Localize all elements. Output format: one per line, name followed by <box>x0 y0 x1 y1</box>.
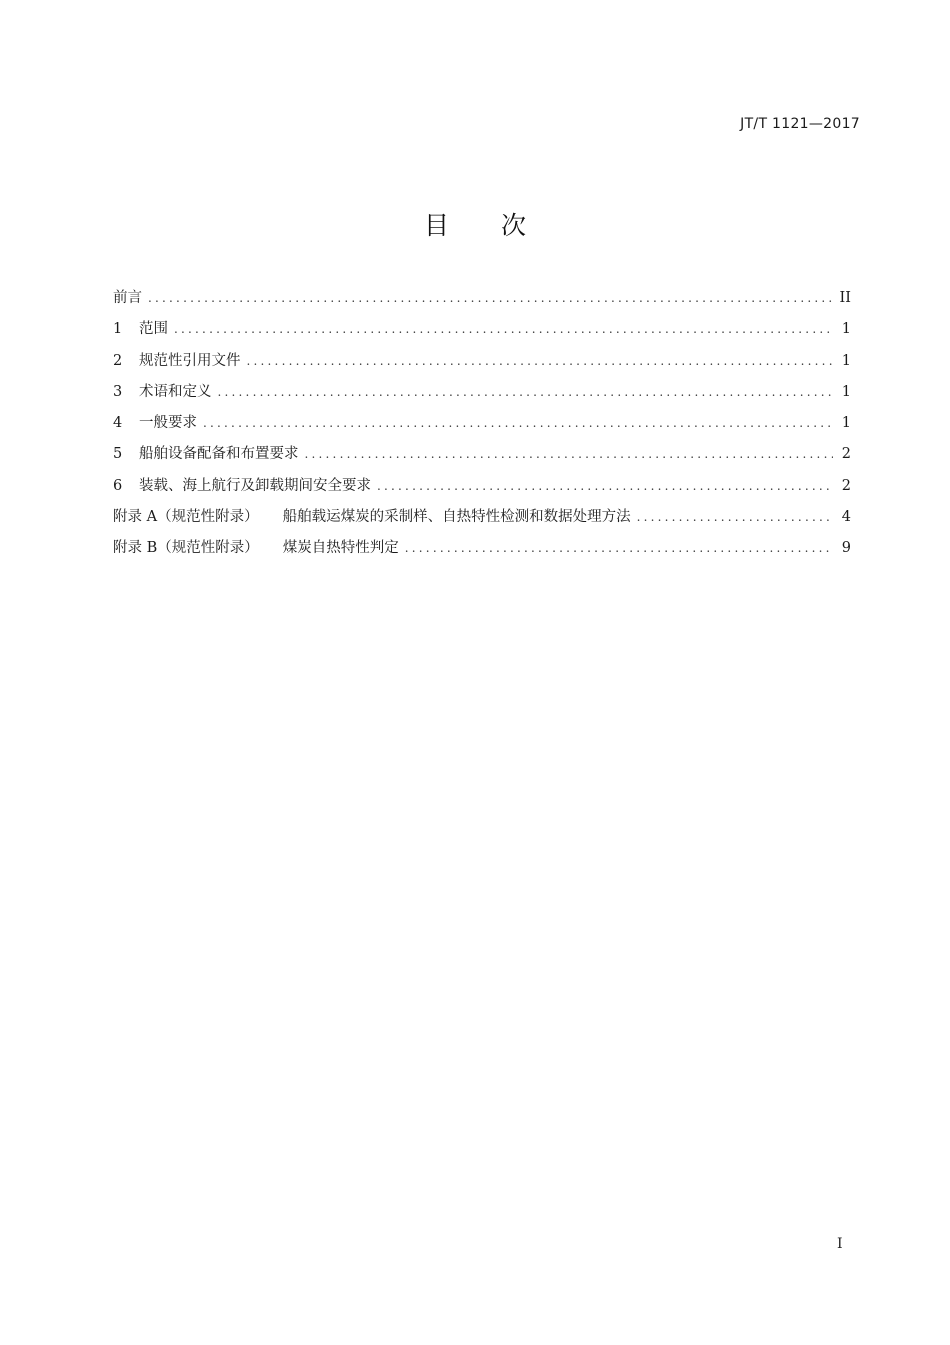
page-title: 目 次 <box>424 211 548 240</box>
page-number: I <box>837 1236 843 1252</box>
toc-entry-number: 6 <box>113 477 123 494</box>
toc-entry-page: II <box>839 290 851 306</box>
table-of-contents <box>113 287 851 569</box>
toc-entry-label: 船舶载运煤炭的采制样、自热特性检测和数据处理方法 <box>282 509 631 526</box>
toc-entry-label: 前言 <box>113 290 142 306</box>
toc-entry-label: 船舶设备配备和布置要求 <box>139 446 299 463</box>
toc-entry-ship-equipment[interactable] <box>113 443 851 474</box>
toc-entry-scope[interactable] <box>113 318 851 349</box>
toc-dot-leader <box>305 443 834 465</box>
toc-dot-leader <box>174 318 833 340</box>
toc-entry-label: 装载、海上航行及卸载期间安全要求 <box>139 477 371 494</box>
document-code: JT/T 1121—2017 <box>740 116 860 132</box>
toc-entry-number: 2 <box>113 352 123 369</box>
toc-dot-leader <box>377 475 833 497</box>
toc-entry-label: 煤炭自热特性判定 <box>282 540 399 557</box>
toc-appendix-tag: 附录 B（规范性附录） <box>113 540 259 557</box>
toc-dot-leader <box>247 350 834 372</box>
toc-entry-appendix-b[interactable] <box>113 537 851 568</box>
toc-entry-page: 1 <box>841 415 851 432</box>
toc-entry-page: 1 <box>841 352 851 369</box>
toc-entry-number: 1 <box>113 321 123 338</box>
toc-dot-leader <box>405 537 833 559</box>
toc-dot-leader <box>148 287 833 309</box>
toc-entry-normative-references[interactable] <box>113 350 851 381</box>
toc-entry-page: 4 <box>841 509 851 526</box>
toc-appendix-tag: 附录 A（规范性附录） <box>113 509 259 526</box>
toc-entry-appendix-a[interactable] <box>113 506 851 537</box>
toc-entry-safety-requirements[interactable] <box>113 475 851 506</box>
toc-dot-leader <box>218 381 834 403</box>
toc-entry-label: 规范性引用文件 <box>139 352 241 369</box>
toc-entry-general-requirements[interactable] <box>113 412 851 443</box>
toc-entry-foreword[interactable] <box>113 287 851 318</box>
toc-entry-page: 1 <box>841 321 851 338</box>
toc-entry-terms-definitions[interactable] <box>113 381 851 412</box>
toc-entry-number: 3 <box>113 383 123 400</box>
toc-entry-label: 范围 <box>139 321 168 338</box>
toc-entry-label: 一般要求 <box>139 415 197 432</box>
toc-entry-label: 术语和定义 <box>139 383 212 400</box>
toc-entry-page: 1 <box>841 383 851 400</box>
toc-entry-page: 2 <box>841 477 851 494</box>
toc-entry-number: 5 <box>113 446 123 463</box>
toc-entry-page: 9 <box>841 540 851 557</box>
toc-dot-leader <box>637 506 833 528</box>
toc-entry-page: 2 <box>841 446 851 463</box>
toc-entry-number: 4 <box>113 415 123 432</box>
toc-dot-leader <box>203 412 833 434</box>
